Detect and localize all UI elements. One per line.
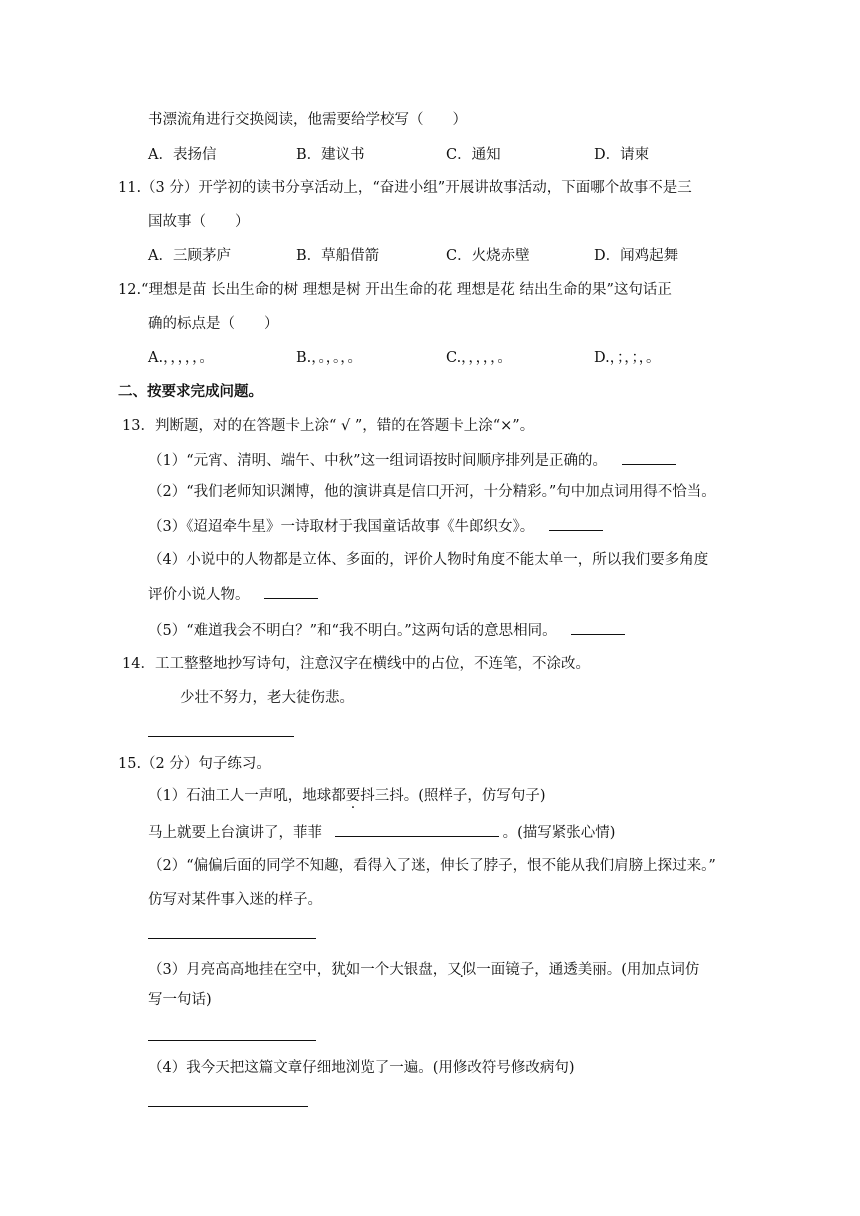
q12-option-a[interactable]: A.，，，，，。 xyxy=(148,350,214,366)
q15-s1-pre: （1）石油工人一声吼， xyxy=(148,788,303,804)
q14-poem: 少壮不努力，老大徒伤悲。 xyxy=(180,690,354,706)
q15-s1-fill-pre: 马上就要上台演讲了，菲菲 xyxy=(148,825,322,841)
q15-s2-answer-line[interactable] xyxy=(148,938,316,939)
q11-option-b[interactable]: B．草船借箭 xyxy=(296,248,380,264)
q13-statement-3 xyxy=(148,516,603,537)
q11-option-d[interactable]: D．闻鸡起舞 xyxy=(594,248,679,264)
q14-stem: 14．工工整整地抄写诗句，注意汉字在横线中的占位，不连笔，不涂改。 xyxy=(122,656,590,672)
q15-sub-1 xyxy=(148,786,546,806)
q13-s2-pre: （2）“我们老师知识渊博，他的演讲真是 xyxy=(148,484,412,500)
q13-s3-answer-blank[interactable] xyxy=(549,516,603,531)
q13-s4-text: 评价小说人物。 xyxy=(148,587,250,603)
q11-stem-line2: 国故事（ ） xyxy=(148,214,250,230)
q12-option-d[interactable]: D.，；，；，。 xyxy=(594,350,661,366)
q15-sub-2-line2: 仿写对某件事入迷的样子。 xyxy=(148,892,322,908)
q10-option-a[interactable]: A．表扬信 xyxy=(148,147,217,163)
q10-option-c[interactable]: C．通知 xyxy=(446,147,501,163)
q15-s3-dotted-word-2: 又似 xyxy=(447,962,477,978)
q13-statement-4-line1: （4）小说中的人物都是立体、多面的，评价人物时角度不能太单一，所以我们要多角度 xyxy=(148,552,709,568)
q15-s3-pre: （3）月亮高高地挂在空中， xyxy=(148,962,332,978)
q13-statement-1 xyxy=(148,450,676,471)
q15-s3-post: 一面镜子，通透美丽。(用加点词仿 xyxy=(476,962,700,978)
q13-s2-dotted-word: 信口开河 xyxy=(411,484,470,500)
q15-s4-answer-line[interactable] xyxy=(148,1106,308,1107)
q10-continuation: 书漂流角进行交换阅读，他需要给学校写（ ） xyxy=(148,112,467,128)
q13-statement-4-line2 xyxy=(148,584,318,605)
q13-stem: 13．判断题，对的在答题卡上涂“ √ ”，错的在答题卡上涂“×”。 xyxy=(122,418,535,434)
q11-option-a[interactable]: A．三顾茅庐 xyxy=(148,248,231,264)
section-2-heading: 二、按要求完成问题。 xyxy=(118,384,263,400)
q12-stem-line2: 确的标点是（ ） xyxy=(148,316,279,332)
q15-s1-post: 。(照样子，仿写句子) xyxy=(403,788,546,804)
q13-statement-5 xyxy=(148,620,625,641)
q12-option-b[interactable]: B.，。，。，。 xyxy=(296,350,363,366)
q15-stem: 15.（2 分）句子练习。 xyxy=(118,756,271,772)
q10-option-d[interactable]: D．请柬 xyxy=(594,147,650,163)
q12-option-c[interactable]: C.，，，，，。 xyxy=(446,350,512,366)
q13-s5-text: （5）“难道我会不明白？”和“我不明白。”这两句话的意思相同。 xyxy=(148,623,557,639)
q15-s3-answer-line[interactable] xyxy=(148,1040,316,1041)
q15-sub-3-line2: 写一句话) xyxy=(148,992,212,1008)
q11-stem-line1: 11.（3 分）开学初的读书分享活动上，“奋进小组”开展讲故事活动，下面哪个故事不是三 xyxy=(118,180,692,196)
q15-s1-answer-blank[interactable] xyxy=(335,822,499,837)
q15-sub-1-fill xyxy=(148,822,615,843)
q13-s1-answer-blank[interactable] xyxy=(622,450,676,465)
q13-s3-text: （3）《迢迢牵牛星》一诗取材于我国童话故事《牛郎织女》。 xyxy=(148,519,535,535)
q15-s3-dotted-word-1: 犹如 xyxy=(331,962,361,978)
q15-s3-mid: 一个大银盘， xyxy=(360,962,448,978)
q13-s5-answer-blank[interactable] xyxy=(571,620,625,635)
q15-s1-fill-post: 。(描写紧张心情) xyxy=(502,825,616,841)
q13-statement-2 xyxy=(148,482,716,502)
q10-option-b[interactable]: B．建议书 xyxy=(296,147,365,163)
q13-s4-answer-blank[interactable] xyxy=(264,584,318,599)
q13-s1-text: （1）“元宵、清明、端午、中秋”这一组词语按时间顺序排列是正确的。 xyxy=(148,453,608,469)
q15-sub-3-line1 xyxy=(148,960,699,980)
q11-option-c[interactable]: C．火烧赤壁 xyxy=(446,248,530,264)
q14-answer-line[interactable] xyxy=(148,736,294,737)
q15-s1-dotted-phrase: 地球都要抖三抖 . xyxy=(302,786,404,806)
q13-s2-post: ，十分精彩。”句中加点词用得不恰当。 xyxy=(469,484,716,500)
q12-stem-line1: 12.“理想是苗 长出生命的树 理想是树 开出生命的花 理想是花 结出生命的果”这句话正 xyxy=(118,282,672,298)
q15-sub-4: （4）我今天把这篇文章仔细地浏览了一遍。(用修改符号修改病句) xyxy=(148,1060,575,1076)
q15-sub-2-line1: （2）“偏偏后面的同学不知趣，看得入了迷，伸长了脖子，恨不能从我们肩膀上探过来。” xyxy=(148,858,716,874)
